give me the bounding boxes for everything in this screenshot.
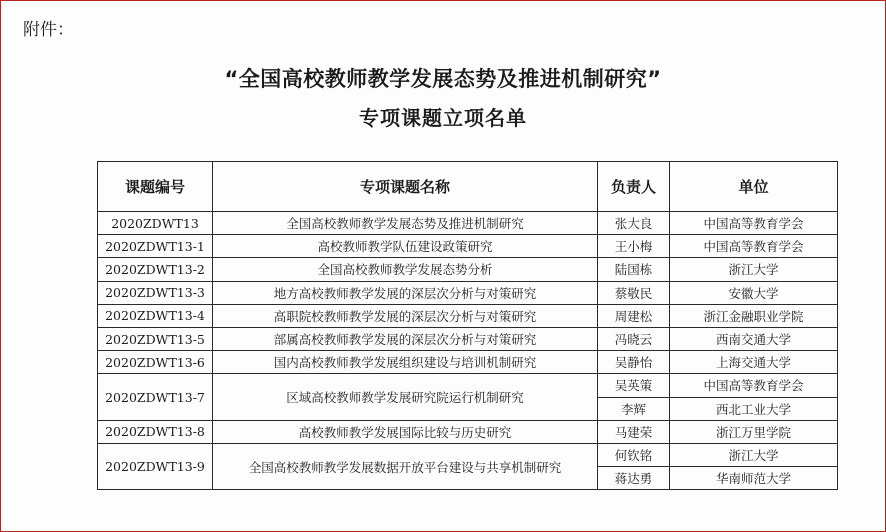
table-header-row (98, 162, 838, 212)
project-unit: 中国高等教育学会 (670, 212, 838, 235)
project-leader: 蔡敬民 (598, 281, 670, 304)
project-leader: 李辉 (598, 397, 670, 420)
project-name: 国内高校教师教学发展组织建设与培训机制研究 (213, 351, 598, 374)
project-code: 2020ZDWT13-1 (98, 235, 213, 258)
project-leader: 冯晓云 (598, 327, 670, 350)
project-code: 2020ZDWT13-7 (98, 374, 213, 420)
project-leader: 张大良 (598, 212, 670, 235)
project-leader: 陆国栋 (598, 258, 670, 281)
project-name: 区域高校教师教学发展研究院运行机制研究 (213, 374, 598, 420)
project-leader: 吴英策 (598, 374, 670, 397)
table-row (98, 281, 838, 304)
project-list-table (97, 161, 838, 490)
project-leader: 蒋达勇 (598, 467, 670, 490)
table-row (98, 420, 838, 443)
project-unit: 浙江万里学院 (670, 420, 838, 443)
project-code: 2020ZDWT13-3 (98, 281, 213, 304)
project-code: 2020ZDWT13-8 (98, 420, 213, 443)
project-unit: 浙江大学 (670, 443, 838, 466)
project-code: 2020ZDWT13-6 (98, 351, 213, 374)
project-unit: 中国高等教育学会 (670, 235, 838, 258)
table-row (98, 212, 838, 235)
header-code: 课题编号 (98, 162, 213, 212)
project-code: 2020ZDWT13 (98, 212, 213, 235)
document-title: “全国高校教师教学发展态势及推进机制研究” (224, 67, 662, 91)
header-leader: 负责人 (598, 162, 670, 212)
project-leader: 王小梅 (598, 235, 670, 258)
project-name: 地方高校教师教学发展的深层次分析与对策研究 (213, 281, 598, 304)
project-name: 部属高校教师教学发展的深层次分析与对策研究 (213, 327, 598, 350)
document-subtitle: 专项课题立项名单 (359, 106, 527, 130)
project-unit: 安徽大学 (670, 281, 838, 304)
project-code: 2020ZDWT13-5 (98, 327, 213, 350)
project-name: 全国高校教师教学发展态势及推进机制研究 (213, 212, 598, 235)
project-unit: 浙江金融职业学院 (670, 304, 838, 327)
header-name: 专项课题名称 (213, 162, 598, 212)
project-unit: 浙江大学 (670, 258, 838, 281)
project-leader: 周建松 (598, 304, 670, 327)
project-code: 2020ZDWT13-4 (98, 304, 213, 327)
project-unit: 中国高等教育学会 (670, 374, 838, 397)
project-leader: 马建荣 (598, 420, 670, 443)
project-code: 2020ZDWT13-2 (98, 258, 213, 281)
project-name: 全国高校教师教学发展数据开放平台建设与共享机制研究 (213, 443, 598, 489)
project-unit: 西南交通大学 (670, 327, 838, 350)
table-body (98, 212, 838, 490)
project-unit: 上海交通大学 (670, 351, 838, 374)
project-leader: 吴静怡 (598, 351, 670, 374)
header-unit: 单位 (670, 162, 838, 212)
project-unit: 华南师范大学 (670, 467, 838, 490)
project-leader: 何钦铭 (598, 443, 670, 466)
table-row (98, 258, 838, 281)
table-row (98, 374, 838, 397)
project-unit: 西北工业大学 (670, 397, 838, 420)
project-name: 高校教师教学队伍建设政策研究 (213, 235, 598, 258)
project-name: 全国高校教师教学发展态势分析 (213, 258, 598, 281)
project-name: 高校教师教学发展国际比较与历史研究 (213, 420, 598, 443)
attachment-label: 附件： (23, 20, 74, 40)
project-name: 高职院校教师教学发展的深层次分析与对策研究 (213, 304, 598, 327)
table-row (98, 443, 838, 466)
table-row (98, 351, 838, 374)
table-row (98, 235, 838, 258)
table-row (98, 304, 838, 327)
table-row (98, 327, 838, 350)
project-code: 2020ZDWT13-9 (98, 443, 213, 489)
